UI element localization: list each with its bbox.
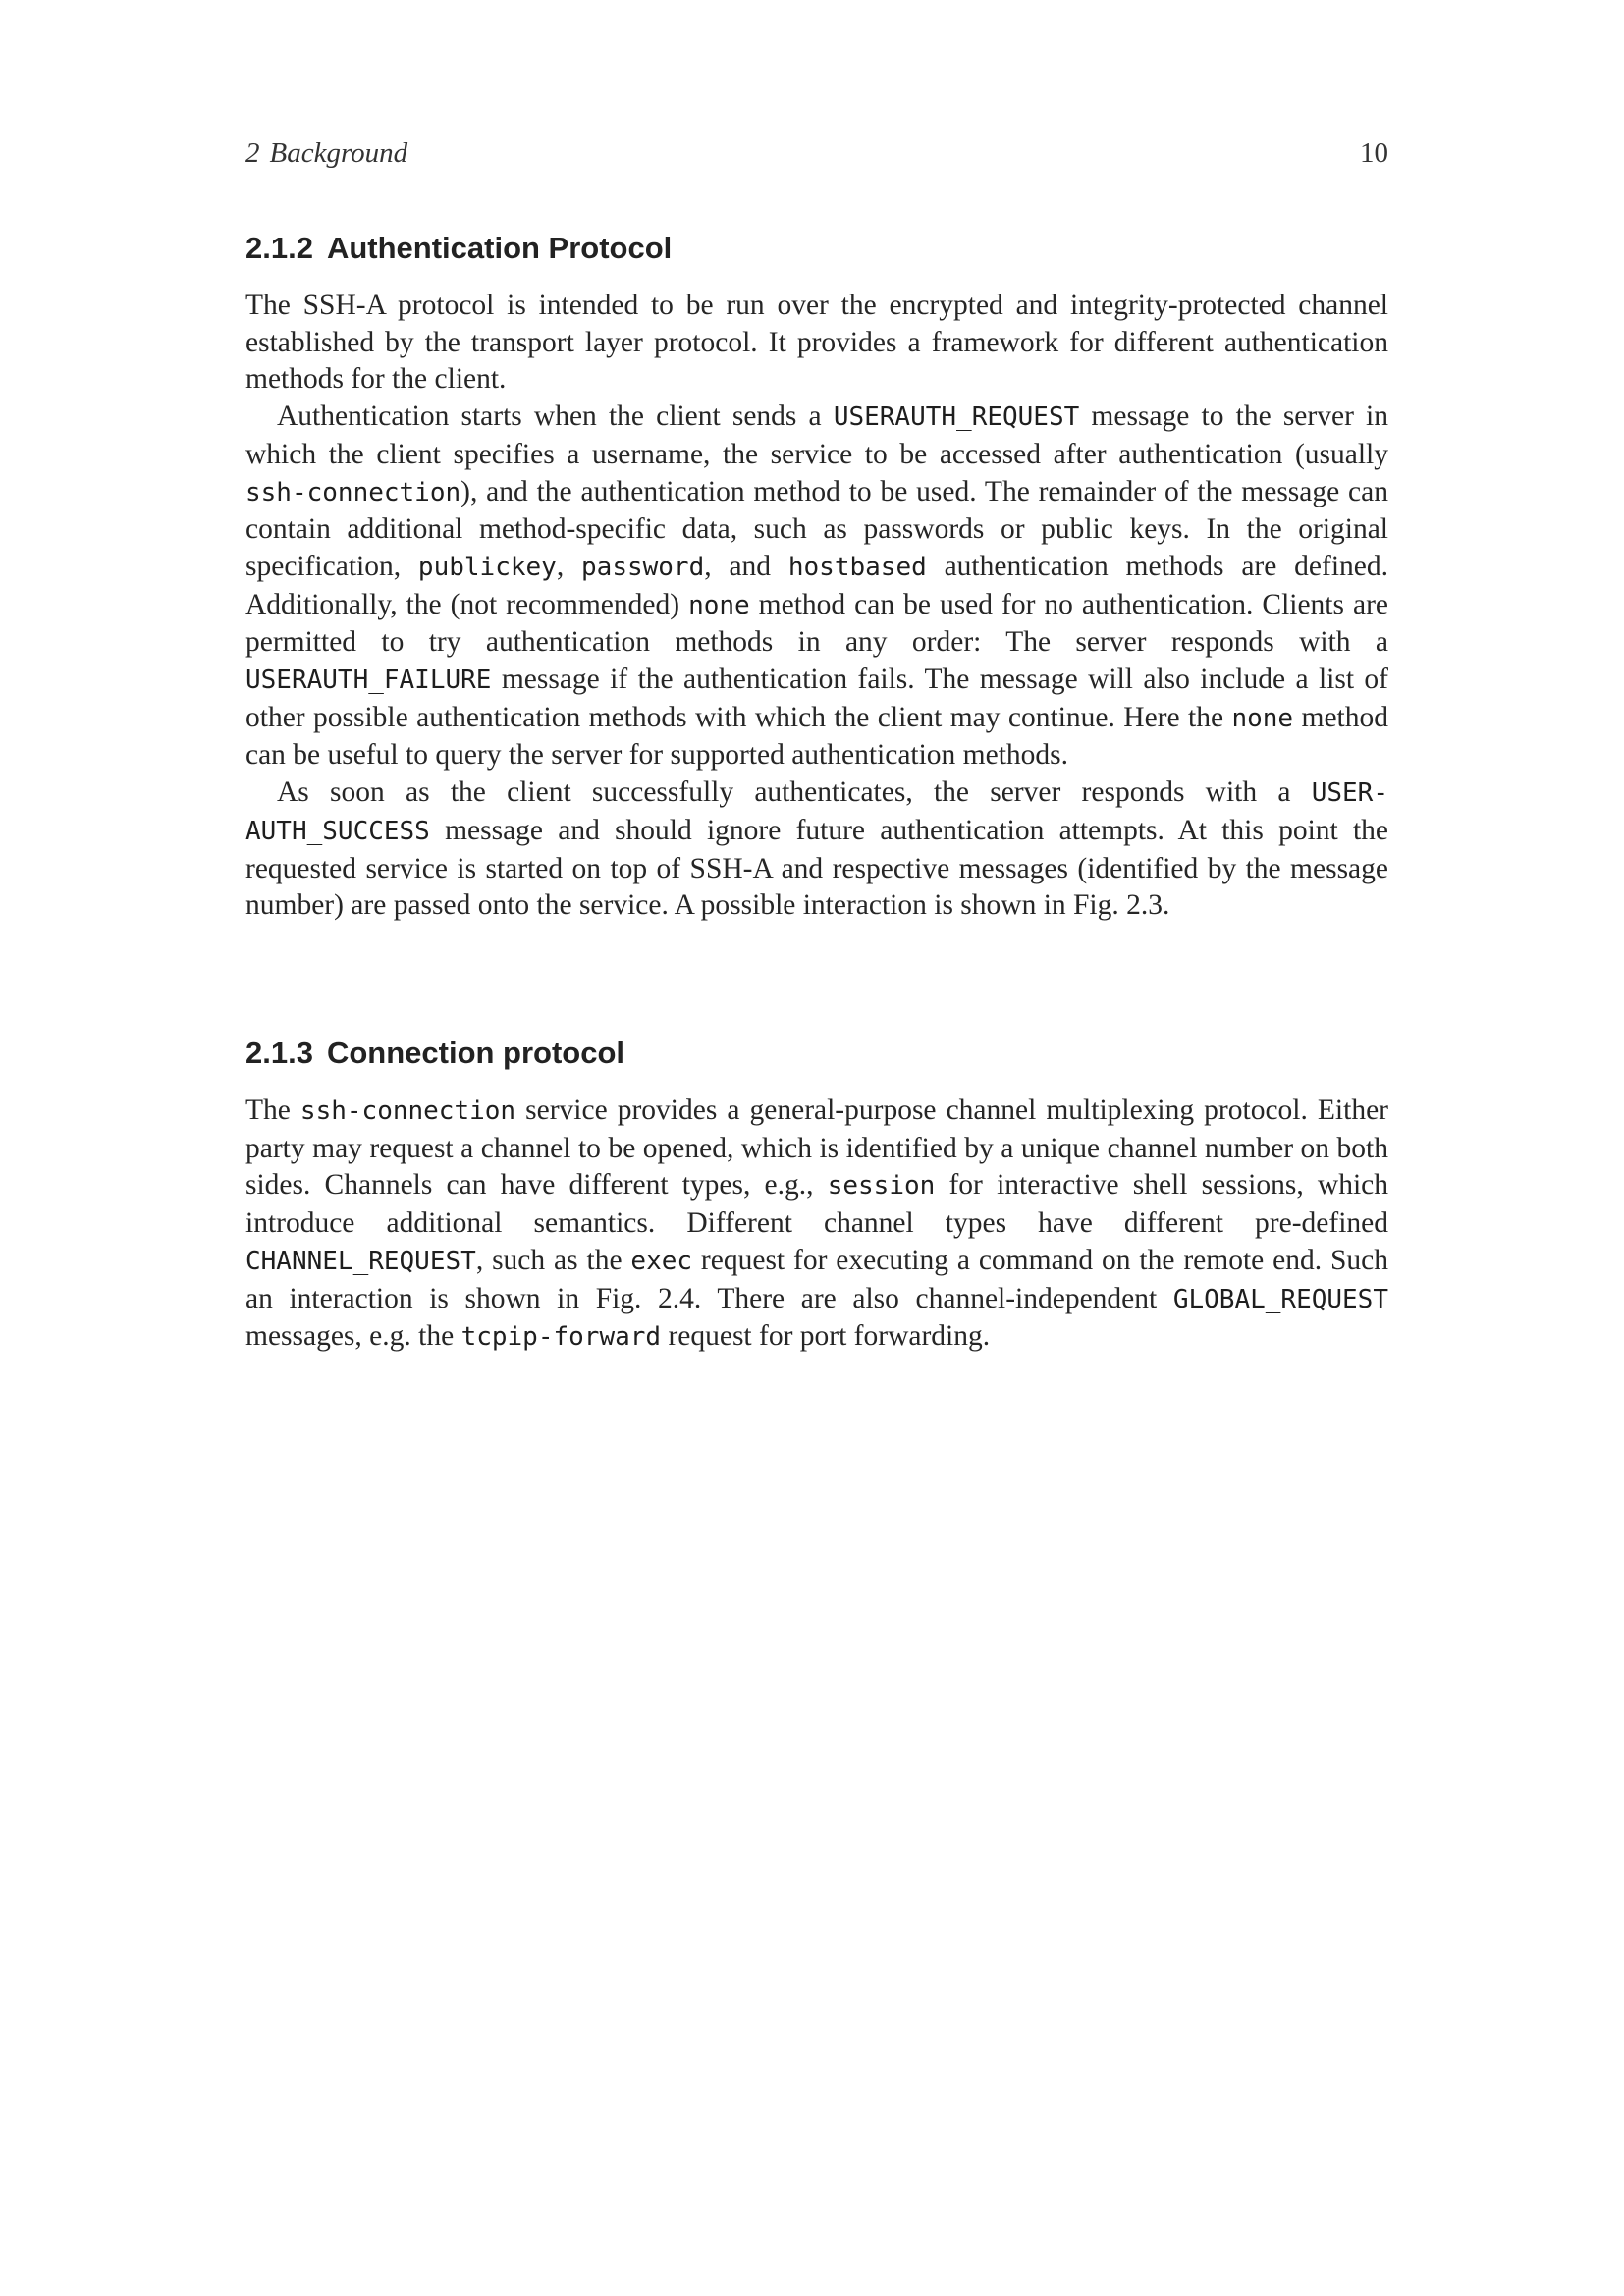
paragraph	[245, 774, 1388, 925]
text-run: message to the server in which the client specifies a username, the service to be accessed after authentication (usually	[245, 400, 1388, 470]
text-run: method can be useful to query the server for supported authentication methods.	[245, 701, 1388, 772]
running-head	[245, 137, 1388, 177]
inline-code: ssh-connection	[245, 477, 461, 507]
section-heading	[245, 1034, 1388, 1073]
section-number: 2.1.2	[245, 231, 313, 265]
inline-code: CHANNEL_REQUEST	[245, 1246, 476, 1276]
text-run: for interactive shell sessions, which introduce additional semantics. Different channel types have different pre-defined	[245, 1169, 1388, 1240]
text-run: message if the authentication fails. The message will also include a list of other possible authentication methods with which the client may continue. Here the	[245, 664, 1388, 733]
section-connection-protocol	[245, 1034, 1388, 1357]
inline-code: none	[688, 590, 750, 620]
running-head-chapter	[245, 137, 407, 170]
text-run: , and	[704, 550, 788, 582]
text-run: request for executing a command on the remote end. Such an interaction is shown in Fig. 2.4. There are also channel-independent	[245, 1244, 1388, 1314]
inline-code: password	[581, 552, 705, 582]
inline-code: USERAUTH_FAILURE	[245, 666, 492, 696]
text-run: request for port forwarding.	[661, 1320, 991, 1353]
text-run: message and should ignore future authentication attempts. At this point the requested service is started on top of SSH-A and respective messages (identified by the message number) are passed onto the service. A possible interaction is shown in Fig. 2.3.	[245, 814, 1388, 922]
text-run: ,	[556, 550, 582, 582]
text-run: The SSH-A protocol is intended to be run over the encrypted and integrity-protected channel established by the transport layer protocol. It provides a framework for different authentication methods for the client.	[245, 290, 1388, 396]
section-body	[245, 1093, 1388, 1357]
section-title: Connection protocol	[326, 1036, 625, 1070]
text-run: The	[245, 1095, 300, 1126]
paragraph	[245, 288, 1388, 399]
section-authentication-protocol	[245, 229, 1388, 925]
section-heading	[245, 229, 1388, 268]
text-run: Authentication starts when the client sends a	[277, 400, 834, 433]
inline-code: exec	[630, 1246, 693, 1276]
text-run: authentication methods are defined. Additionally, the (not recommended)	[245, 550, 1388, 620]
inline-code: session	[827, 1171, 936, 1201]
inline-code: hostbased	[787, 552, 927, 582]
text-run: method can be used for no authentication. Clients are permitted to try authentication methods in any order: The server responds with a	[245, 588, 1388, 659]
text-run: messages, e.g. the	[245, 1320, 461, 1353]
text-run: ), and the authentication method to be used. The remainder of the message can contain additional method-specific data, such as passwords or public keys. In the original specification,	[245, 475, 1388, 582]
section-number: 2.1.3	[245, 1036, 313, 1070]
inline-code: publickey	[417, 552, 557, 582]
text-run: , such as the	[475, 1244, 631, 1276]
inline-code: ssh-connection	[299, 1096, 516, 1126]
inline-code: USERAUTH_SUCCESS	[245, 778, 1388, 846]
section-body	[245, 288, 1388, 925]
inline-code: GLOBAL_REQUEST	[1172, 1284, 1388, 1314]
page-number: 10	[1360, 137, 1388, 169]
paragraph	[245, 399, 1388, 774]
paragraph	[245, 1093, 1388, 1357]
chapter-title: Background	[269, 137, 408, 169]
chapter-number: 2	[245, 137, 260, 169]
inline-code: none	[1231, 703, 1294, 733]
inline-code: tcpip-forward	[460, 1322, 662, 1353]
text-run: service provides a general-purpose channel multiplexing protocol. Either party may request a channel to be opened, which is identified by a unique channel number on both sides. Channels can have different types, e.g.,	[245, 1095, 1388, 1201]
inline-code: USERAUTH_REQUEST	[833, 402, 1080, 433]
section-title: Authentication Protocol	[326, 231, 673, 265]
text-run: As soon as the client successfully authenticates, the server responds with a	[277, 776, 1312, 809]
